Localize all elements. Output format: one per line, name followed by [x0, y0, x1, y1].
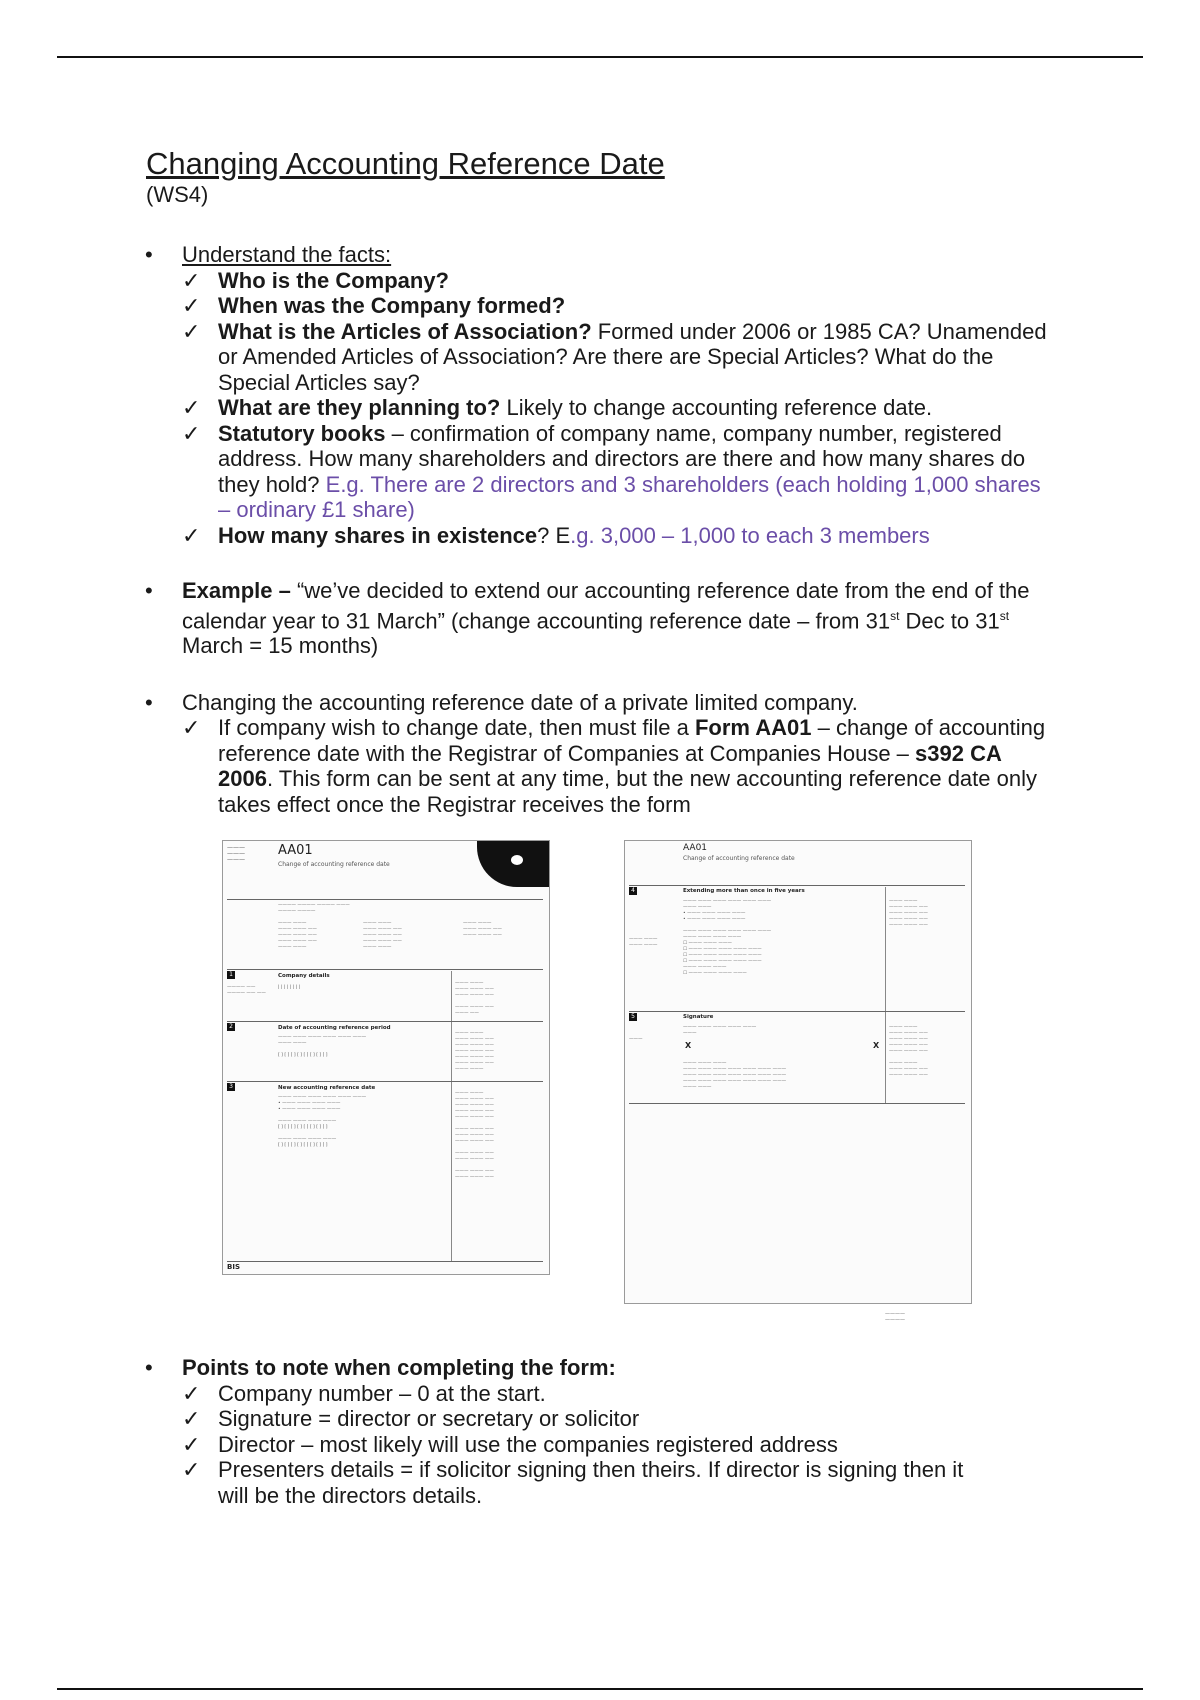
note-item-3: Director – most likely will use the companies registered address	[218, 1431, 838, 1457]
bottom-rule	[57, 1688, 1143, 1690]
fact-q3-text-3: Special Articles say?	[218, 369, 420, 395]
check-icon: ✓	[182, 420, 201, 446]
note-item-4-cont: will be the directors details.	[218, 1482, 483, 1508]
example-text-3: March = 15 months)	[182, 633, 379, 659]
form-section-3: New accounting reference date	[278, 1085, 376, 1091]
example-section	[146, 578, 1066, 659]
form-aa01-page1-image: ——— ——— ——— AA01 Change of accounting reference date ———— ———— ———— ——— ———— ———— ——— ——— ——— ——— —— ——— ——— —— ——— ——— —— ——— ——— ——— ——— ——— ——— —— ——— ——— —— ——— ——— —— ——— ——— ——— ——— ——— ——— —— ——— ——— —— 1 Company details ———— —— ———— —— —— | | | | | | | | ——— ——— ——— ——— —— ——— ——— —— ——— ——— —— ——— —— 2 Date of accounting reference period ——— ——— ——— ——— ——— ——— ——— ——— [ ] [ ] [ ] [ ] [ ] [ ] [ ] [ ] ——— ——— ——— ——— —— ——— ——— —— ——— ——— —— ——— ——— —— ——— ——— —— ——— ——— 3 New accounting reference date ——— ——— ——— ——— ——— ——— • ——— ——— ——— ——— • ——— ——— ——— ——— ——— ——— ——— ——— [ ] [ ] [ ] [ ] [ ] [ ] [ ] [ ] ——— ——— ——— ——— [ ] [ ] [ ] [ ] [ ] [ ] [ ] [ ] ——— ——— ——— ——— —— ——— ——— —— ——— ——— —— ——— ——— —— ——— ——— —— ——— ——— —— ——— ——— —— ——— ——— —— ——— ——— —— ——— ——— —— ——— ——— —— BIS	[222, 840, 550, 1275]
check-icon: ✓	[182, 1431, 201, 1457]
signature-mark: X	[685, 1041, 692, 1050]
statute-year: 2006	[218, 766, 267, 792]
check-icon: ✓	[182, 522, 201, 548]
check-icon: ✓	[182, 395, 201, 420]
fact-q6-text: ? E	[537, 522, 571, 548]
bullet-icon: •	[145, 242, 153, 267]
fact-q3-bold: What is the Articles of Association?	[218, 318, 592, 344]
bis-logo: BIS	[227, 1263, 240, 1271]
list-item	[182, 1457, 1066, 1508]
facts-heading: Understand the facts:	[182, 242, 392, 267]
form-section-2: Date of accounting reference period	[278, 1025, 391, 1031]
bullet-icon: •	[145, 1355, 153, 1380]
change-text: If company wish to change date, then must file a	[218, 715, 695, 741]
example-label: Example –	[182, 578, 291, 603]
fact-q5-text: – confirmation of company name, company number, registered	[385, 420, 1002, 446]
fact-q5-text-2: address. How many shareholders and directors are there and how many shares do	[218, 446, 1026, 471]
change-text-2: reference date with the Registrar of Companies at Companies House –	[218, 740, 916, 766]
fact-q5-example-2: – ordinary £1 share)	[218, 497, 415, 522]
list-item	[182, 1432, 1066, 1458]
form-code: AA01	[683, 843, 708, 853]
check-icon: ✓	[182, 267, 201, 293]
list-item	[182, 268, 1066, 294]
list-item	[182, 319, 1066, 396]
check-icon: ✓	[182, 318, 201, 344]
form-code: AA01	[278, 843, 313, 858]
fact-q5-bold: Statutory books	[218, 420, 386, 446]
form-aa01-page2-image: AA01 Change of accounting reference date 4 Extending more than once in five years ——— ——— ——— ——— ——— ——— ——— ——— • ——— ——— ——— ——— • ——— ——— ——— ——— ——— ——— ——— ——— ——— ——— ——— ——— ——— ——— ☐ ——— ——— ——— ☐ ——— ——— ——— ——— ——— ☐ ——— ——— ——— ——— ——— ☐ ——— ——— ——— ——— ——— ——— ——— ——— ☐ ——— ——— ——— ——— ——— ——— ——— ——— ——— ——— ——— ——— —— ——— ——— —— ——— ——— —— ——— ——— —— 5 Signature ——— ——— ——— ——— ——— ——— ——— X X ——— ——— ——— ——— ——— ——— ——— ——— ——— ——— ——— ——— ——— ——— ——— ——— ——— ——— ——— ——— ——— ——— ——— ——— ——— ——— ——— ——— ——— ——— —— ——— ——— —— ——— ——— —— ——— ——— —— ——— ——— ——— ——— —— ——— ——— —— ———— ————	[624, 840, 972, 1304]
form-section-5: Signature	[683, 1014, 714, 1020]
fact-q3-text: Formed under 2006 or 1985 CA? Unamended	[591, 318, 1047, 344]
example-text-2: calendar year to 31 March” (change accounting reference date – from 31	[182, 607, 891, 633]
notes-heading: Points to note when completing the form:	[182, 1355, 616, 1380]
fact-q2: When was the Company formed?	[218, 293, 566, 318]
form-section-1: Company details	[278, 973, 330, 979]
example-sup-2: st	[999, 608, 1010, 623]
fact-q4-text: Likely to change accounting reference date.	[500, 395, 933, 420]
form-subtitle: Change of accounting reference date	[683, 855, 795, 862]
bullet-icon: •	[145, 578, 153, 603]
notes-section	[146, 1355, 1066, 1508]
change-text-4: takes effect once the Registrar receives the form	[218, 791, 691, 817]
list-item	[182, 395, 1066, 421]
signature-mark-end: X	[873, 1041, 880, 1050]
document-body	[146, 146, 1066, 817]
form-name: Form AA01	[694, 715, 812, 741]
example-text-2b: Dec to 31	[899, 607, 1000, 633]
fact-q5-example: E.g. There are 2 directors and 3 shareholders (each holding 1,000 shares	[325, 471, 1041, 497]
page-subtitle: (WS4)	[146, 182, 209, 207]
change-text-3: . This form can be sent at any time, but the new accounting reference date only	[266, 766, 1037, 792]
page-title: Changing Accounting Reference Date	[146, 146, 665, 181]
note-item-2: Signature = director or secretary or solicitor	[218, 1406, 640, 1431]
companies-house-logo	[477, 841, 549, 887]
check-icon: ✓	[182, 1457, 201, 1482]
list-item	[182, 421, 1066, 523]
fact-q5-text-3: they hold?	[218, 471, 326, 497]
list-item	[182, 715, 1066, 817]
example-sup: st	[890, 608, 900, 623]
check-icon: ✓	[182, 1380, 201, 1406]
check-icon: ✓	[182, 715, 201, 741]
check-icon: ✓	[182, 1406, 201, 1431]
top-rule	[57, 56, 1143, 58]
fact-q1: Who is the Company?	[218, 267, 449, 293]
fact-q3-text-2: or Amended Articles of Association? Are there are Special Articles? What do the	[218, 344, 994, 369]
note-item-4: Presenters details = if solicitor signing then theirs. If director is signing then it	[218, 1457, 964, 1482]
fact-q4-bold: What are they planning to?	[218, 395, 501, 420]
list-item	[182, 293, 1066, 319]
fact-q6-example: .g. 3,000 – 1,000 to each 3 members	[570, 522, 930, 548]
change-section	[146, 690, 1066, 818]
example-text: “we’ve decided to extend our accounting reference date from the end of the	[290, 578, 1030, 603]
list-item	[182, 523, 1066, 549]
bullet-icon: •	[145, 689, 153, 715]
list-item	[182, 1381, 1066, 1407]
form-section-4: Extending more than once in five years	[683, 888, 805, 894]
change-heading: Changing the accounting reference date of a private limited company.	[182, 689, 858, 715]
statute-ref: s392 CA	[915, 740, 1002, 766]
check-icon: ✓	[182, 293, 201, 318]
note-item-1: Company number – 0 at the start.	[218, 1380, 546, 1406]
fact-q6-bold: How many shares in existence	[218, 522, 538, 548]
form-subtitle: Change of accounting reference date	[278, 861, 390, 868]
change-text-1c: – change of accounting	[811, 715, 1046, 741]
list-item	[182, 1406, 1066, 1432]
facts-section	[146, 242, 1066, 548]
